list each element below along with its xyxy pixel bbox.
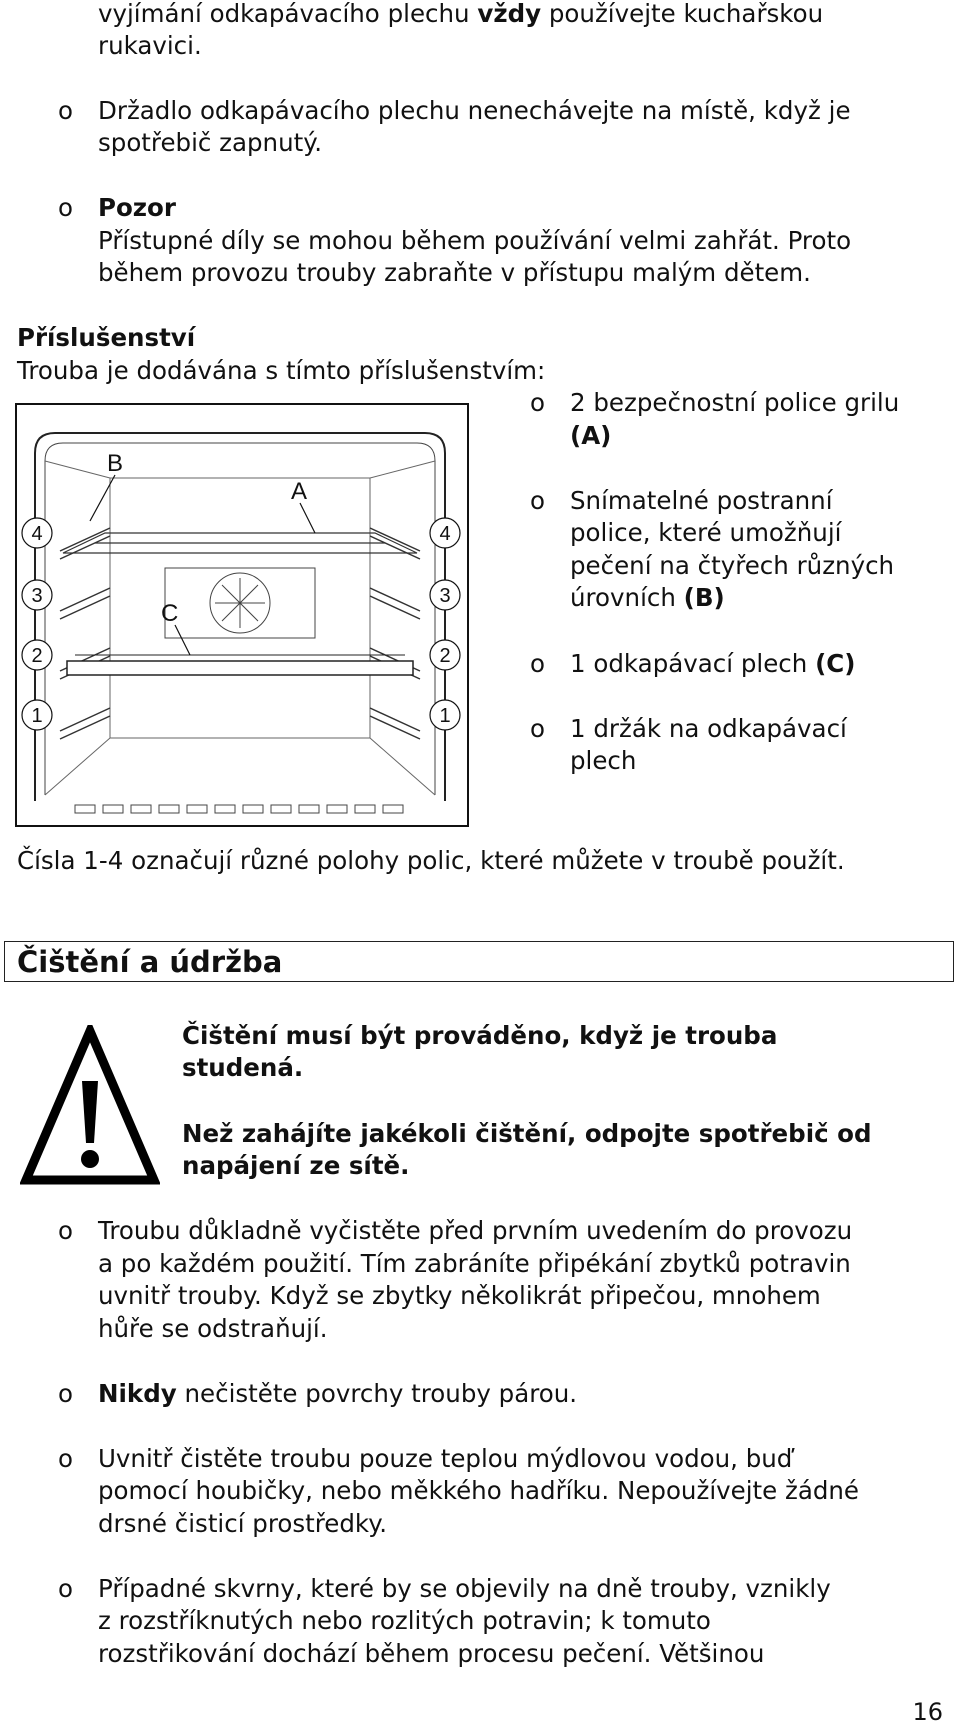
bullet-marker: o (58, 193, 73, 222)
accessory-line: police, které umožňují (570, 518, 842, 547)
text: 1 odkapávací plech (570, 649, 816, 678)
level-4-left: 4 (31, 523, 43, 545)
label-b: B (107, 450, 124, 477)
paragraph-line: a po každém použití. Tím zabráníte připékání zbytků potravin (98, 1249, 851, 1278)
text: používejte kuchařskou (541, 0, 824, 28)
text: vyjímání odkapávacího plechu (98, 0, 478, 28)
accessory-code: (A) (570, 421, 612, 450)
paragraph-line: hůře se odstraňují. (98, 1314, 328, 1343)
accessory-line (570, 648, 855, 681)
accessory-line: pečení na čtyřech různých (570, 551, 895, 580)
page-number: 16 (912, 1698, 943, 1726)
level-1-left: 1 (31, 705, 43, 727)
paragraph-line: Troubu důkladně vyčistěte před prvním uvedením do provozu (98, 1216, 853, 1245)
paragraph-line: rukavici. (98, 31, 202, 60)
emphasis: vždy (477, 0, 542, 28)
paragraph-line: uvnitř trouby. Když se zbytky několikrát připečou, mnohem (98, 1281, 821, 1310)
level-2-right: 2 (439, 645, 451, 667)
label-a: A (291, 478, 308, 505)
accessory-code: (B) (683, 583, 725, 612)
warning-line: Čištění musí být prováděno, když je trouba (182, 1021, 778, 1050)
shelf-position-note: Čísla 1-4 označují různé polohy polic, které můžete v troubě použít. (17, 846, 845, 875)
text: nečistěte povrchy trouby párou. (176, 1379, 578, 1408)
paragraph-line (98, 1378, 577, 1411)
accessory-line: plech (570, 746, 637, 775)
level-4-right: 4 (439, 523, 451, 545)
section-intro: Trouba je dodávána s tímto příslušenstvím: (17, 356, 546, 385)
text: úrovních (570, 583, 684, 612)
warning-line: Než zahájíte jakékoli čištění, odpojte spotřebič od (182, 1119, 872, 1148)
paragraph-line (98, 0, 823, 31)
accessory-line (570, 582, 725, 615)
bullet-marker: o (530, 714, 545, 743)
paragraph-line: rozstřikování dochází během procesu pečení. Většinou (98, 1639, 765, 1668)
warning-line: napájení ze sítě. (182, 1151, 410, 1180)
accessory-line: Snímatelné postranní (570, 486, 833, 515)
section-heading: Čištění a údržba (17, 945, 283, 979)
paragraph-line: pomocí houbičky, nebo měkkého hadříku. Nepoužívejte žádné (98, 1476, 859, 1505)
level-1-right: 1 (439, 705, 451, 727)
emphasis: Nikdy (98, 1379, 177, 1408)
paragraph-line: Případné skvrny, které by se objevily na dně trouby, vznikly (98, 1574, 831, 1603)
paragraph-line: z rozstříknutých nebo rozlitých potravin; k tomuto (98, 1606, 711, 1635)
bullet-marker: o (530, 388, 545, 417)
accessory-code: (C) (815, 649, 856, 678)
bullet-marker: o (58, 1216, 73, 1245)
bullet-marker: o (530, 649, 545, 678)
paragraph-line: Držadlo odkapávacího plechu nenechávejte na místě, když je (98, 96, 851, 125)
level-3-left: 3 (31, 585, 43, 607)
bullet-marker: o (58, 96, 73, 125)
accessory-line: 1 držák na odkapávací (570, 714, 847, 743)
warning-title: Pozor (98, 193, 176, 222)
accessory-line: 2 bezpečnostní police grilu (570, 388, 900, 417)
bullet-marker: o (58, 1379, 73, 1408)
paragraph-line: Přístupné díly se mohou během používání velmi zahřát. Proto (98, 226, 852, 255)
paragraph-line: drsné čisticí prostředky. (98, 1509, 388, 1538)
paragraph-line: Uvnitř čistěte troubu pouze teplou mýdlovou vodou, buď (98, 1444, 793, 1473)
paragraph-line: během provozu trouby zabraňte v přístupu malým dětem. (98, 258, 811, 287)
oven-shelf-diagram (15, 403, 470, 828)
level-3-right: 3 (439, 585, 451, 607)
warning-triangle-icon (20, 1025, 160, 1185)
level-2-left: 2 (31, 645, 43, 667)
bullet-marker: o (58, 1574, 73, 1603)
bullet-marker: o (530, 486, 545, 515)
label-c: C (161, 600, 179, 627)
section-heading: Příslušenství (17, 323, 196, 352)
section-heading-box (4, 941, 954, 982)
warning-line: studená. (182, 1053, 304, 1082)
paragraph-line: spotřebič zapnutý. (98, 128, 323, 157)
bullet-marker: o (58, 1444, 73, 1473)
